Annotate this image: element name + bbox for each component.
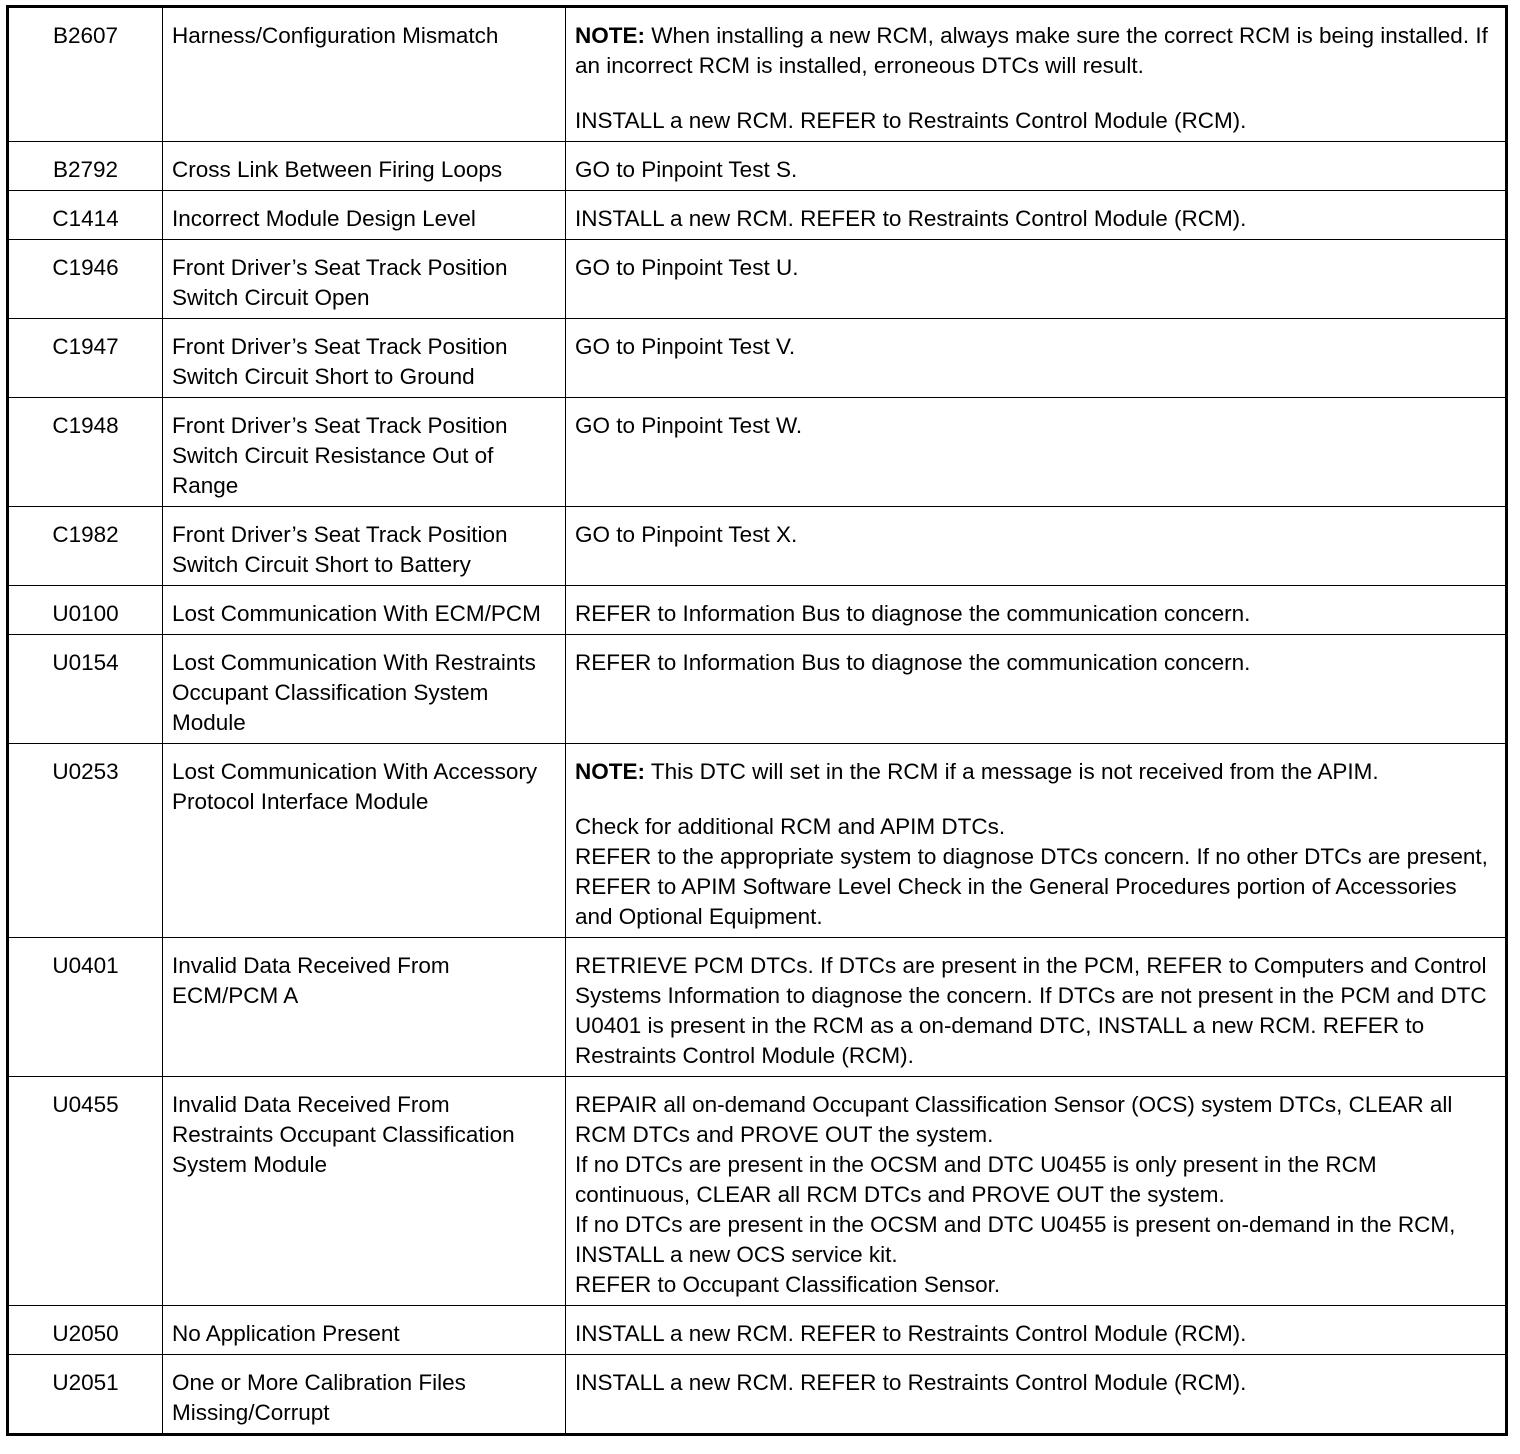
dtc-description: Invalid Data Received From Restraints Occupant Classification System Module bbox=[163, 1077, 566, 1306]
action-paragraph bbox=[575, 155, 1496, 185]
dtc-description: Front Driver’s Seat Track Position Switch Circuit Short to Battery bbox=[163, 507, 566, 586]
dtc-action bbox=[566, 635, 1507, 744]
action-text: INSTALL a new RCM. REFER to Restraints Control Module (RCM). bbox=[575, 206, 1247, 231]
action-paragraph bbox=[575, 106, 1496, 136]
dtc-description: Lost Communication With Accessory Protocol Interface Module bbox=[163, 744, 566, 938]
action-text: GO to Pinpoint Test U. bbox=[575, 255, 799, 280]
table-row bbox=[8, 240, 1507, 319]
dtc-code: C1414 bbox=[8, 191, 163, 240]
dtc-action bbox=[566, 240, 1507, 319]
dtc-action bbox=[566, 191, 1507, 240]
action-paragraph bbox=[575, 812, 1496, 842]
action-text: When installing a new RCM, always make sure the correct RCM is being installed. If an incorrect RCM is installed, erroneous DTCs will result. bbox=[575, 23, 1488, 78]
dtc-description: One or More Calibration Files Missing/Corrupt bbox=[163, 1355, 566, 1435]
table-row bbox=[8, 507, 1507, 586]
action-text: REPAIR all on-demand Occupant Classification Sensor (OCS) system DTCs, CLEAR all RCM DTCs and PROVE OUT the system. bbox=[575, 1092, 1453, 1147]
action-text: This DTC will set in the RCM if a message is not received from the APIM. bbox=[645, 759, 1379, 784]
action-paragraph bbox=[575, 1150, 1496, 1210]
action-paragraph bbox=[575, 1270, 1496, 1300]
dtc-code: U2051 bbox=[8, 1355, 163, 1435]
dtc-code: C1948 bbox=[8, 398, 163, 507]
note-label: NOTE: bbox=[575, 23, 645, 48]
table-row bbox=[8, 191, 1507, 240]
dtc-action bbox=[566, 1355, 1507, 1435]
dtc-description: Invalid Data Received From ECM/PCM A bbox=[163, 938, 566, 1077]
action-paragraph bbox=[575, 204, 1496, 234]
table-row bbox=[8, 744, 1507, 938]
table-row bbox=[8, 319, 1507, 398]
action-paragraph bbox=[575, 332, 1496, 362]
action-text: GO to Pinpoint Test X. bbox=[575, 522, 798, 547]
dtc-code: U2050 bbox=[8, 1306, 163, 1355]
dtc-action bbox=[566, 1306, 1507, 1355]
dtc-action bbox=[566, 938, 1507, 1077]
table-row bbox=[8, 142, 1507, 191]
action-text: If no DTCs are present in the OCSM and DTC U0455 is present on-demand in the RCM, INSTALL a new OCS service kit. bbox=[575, 1212, 1456, 1267]
action-text: INSTALL a new RCM. REFER to Restraints Control Module (RCM). bbox=[575, 1321, 1247, 1346]
action-paragraph bbox=[575, 21, 1496, 81]
action-paragraph bbox=[575, 1210, 1496, 1270]
dtc-description: Lost Communication With ECM/PCM bbox=[163, 586, 566, 635]
table-row bbox=[8, 1355, 1507, 1435]
action-text: Check for additional RCM and APIM DTCs. bbox=[575, 814, 1006, 839]
dtc-description: Incorrect Module Design Level bbox=[163, 191, 566, 240]
dtc-code: U0154 bbox=[8, 635, 163, 744]
dtc-code: U0253 bbox=[8, 744, 163, 938]
table-row bbox=[8, 586, 1507, 635]
dtc-description: Front Driver’s Seat Track Position Switch Circuit Resistance Out of Range bbox=[163, 398, 566, 507]
dtc-action bbox=[566, 1077, 1507, 1306]
action-text: GO to Pinpoint Test S. bbox=[575, 157, 798, 182]
dtc-action bbox=[566, 507, 1507, 586]
dtc-description: Harness/Configuration Mismatch bbox=[163, 7, 566, 142]
action-text: REFER to Information Bus to diagnose the communication concern. bbox=[575, 601, 1251, 626]
dtc-action bbox=[566, 398, 1507, 507]
action-paragraph bbox=[575, 599, 1496, 629]
action-text: INSTALL a new RCM. REFER to Restraints Control Module (RCM). bbox=[575, 108, 1247, 133]
dtc-description: Lost Communication With Restraints Occupant Classification System Module bbox=[163, 635, 566, 744]
action-text: If no DTCs are present in the OCSM and DTC U0455 is only present in the RCM continuous, CLEAR all RCM DTCs and PROVE OUT the system. bbox=[575, 1152, 1377, 1207]
dtc-code: B2792 bbox=[8, 142, 163, 191]
dtc-action bbox=[566, 586, 1507, 635]
dtc-action bbox=[566, 142, 1507, 191]
action-text: INSTALL a new RCM. REFER to Restraints Control Module (RCM). bbox=[575, 1370, 1247, 1395]
table-row bbox=[8, 635, 1507, 744]
dtc-code: U0100 bbox=[8, 586, 163, 635]
action-paragraph bbox=[575, 842, 1496, 932]
action-paragraph bbox=[575, 757, 1496, 787]
table-row bbox=[8, 1306, 1507, 1355]
dtc-description: Front Driver’s Seat Track Position Switch Circuit Short to Ground bbox=[163, 319, 566, 398]
action-text: REFER to the appropriate system to diagnose DTCs concern. If no other DTCs are present, REFER to APIM Software Level Check in the General Procedures portion of Accessories and Optional Equipment. bbox=[575, 844, 1488, 929]
action-paragraph bbox=[575, 1368, 1496, 1398]
dtc-table bbox=[6, 5, 1508, 1436]
table-row bbox=[8, 938, 1507, 1077]
dtc-table-body bbox=[8, 7, 1507, 1435]
action-paragraph bbox=[575, 648, 1496, 678]
dtc-code: C1947 bbox=[8, 319, 163, 398]
action-paragraph bbox=[575, 253, 1496, 283]
action-paragraph bbox=[575, 1090, 1496, 1150]
dtc-code: B2607 bbox=[8, 7, 163, 142]
table-row bbox=[8, 1077, 1507, 1306]
note-label: NOTE: bbox=[575, 759, 645, 784]
dtc-action bbox=[566, 7, 1507, 142]
action-text: GO to Pinpoint Test V. bbox=[575, 334, 796, 359]
action-text: RETRIEVE PCM DTCs. If DTCs are present in the PCM, REFER to Computers and Control Systems Information to diagnose the concern. If DTCs are not present in the PCM and DTC U0401 is present in the RCM as a on-demand DTC, INSTALL a new RCM. REFER to Restraints Control Module (RCM). bbox=[575, 953, 1487, 1068]
action-paragraph bbox=[575, 1319, 1496, 1349]
dtc-description: No Application Present bbox=[163, 1306, 566, 1355]
dtc-code: C1946 bbox=[8, 240, 163, 319]
dtc-code: U0455 bbox=[8, 1077, 163, 1306]
dtc-description: Front Driver’s Seat Track Position Switch Circuit Open bbox=[163, 240, 566, 319]
action-text: REFER to Information Bus to diagnose the communication concern. bbox=[575, 650, 1251, 675]
action-text: REFER to Occupant Classification Sensor. bbox=[575, 1272, 1001, 1297]
table-row bbox=[8, 398, 1507, 507]
dtc-action bbox=[566, 744, 1507, 938]
dtc-code: U0401 bbox=[8, 938, 163, 1077]
table-row bbox=[8, 7, 1507, 142]
action-paragraph bbox=[575, 951, 1496, 1071]
dtc-description: Cross Link Between Firing Loops bbox=[163, 142, 566, 191]
action-text: GO to Pinpoint Test W. bbox=[575, 413, 803, 438]
dtc-code: C1982 bbox=[8, 507, 163, 586]
dtc-action bbox=[566, 319, 1507, 398]
action-paragraph bbox=[575, 520, 1496, 550]
action-paragraph bbox=[575, 411, 1496, 441]
